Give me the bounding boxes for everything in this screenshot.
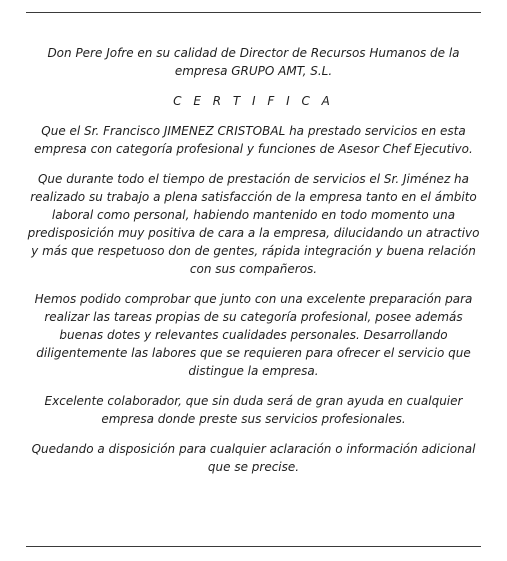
paragraph-line: buenas dotes y relevantes cualidades personales. Desarrollando	[59, 328, 448, 342]
heading-text: C E R T I F I C A	[173, 94, 334, 108]
paragraph-line: realizar las tareas propias de su categoría profesional, posee además	[44, 310, 463, 324]
paragraph-line: distingue la empresa.	[188, 364, 319, 378]
qualities-paragraph	[26, 290, 481, 380]
paragraph-line: Quedando a disposición para cualquier aclaración o información adicional	[31, 442, 476, 456]
certificate-body	[26, 44, 481, 488]
paragraph-line: empresa con categoría profesional y funciones de Asesor Chef Ejecutivo.	[34, 142, 473, 156]
paragraph-line: realizado su trabajo a plena satisfacción de la empresa tanto en el ámbito	[30, 190, 477, 204]
intro-paragraph	[26, 44, 481, 80]
paragraph-line: diligentemente las labores que se requieren para ofrecer el servicio que	[36, 346, 471, 360]
paragraph-line: empresa donde preste sus servicios profesionales.	[101, 412, 406, 426]
paragraph-line: Excelente colaborador, que sin duda será de gran ayuda en cualquier	[44, 394, 463, 408]
certifica-heading	[26, 92, 481, 110]
paragraph-line: laboral como personal, habiendo mantenido en todo momento una	[51, 208, 456, 222]
paragraph-line: Que durante todo el tiempo de prestación de servicios el Sr. Jiménez ha	[37, 172, 470, 186]
paragraph-line: predisposición muy positiva de cara a la empresa, dilucidando un atractivo	[27, 226, 480, 240]
paragraph-line: Hemos podido comprobar que junto con una excelente preparación para	[34, 292, 473, 306]
paragraph-line: con sus compañeros.	[189, 262, 318, 276]
performance-paragraph	[26, 170, 481, 278]
bottom-divider	[26, 546, 481, 547]
top-divider	[26, 12, 481, 13]
collaborator-paragraph	[26, 392, 481, 428]
paragraph-line: Que el Sr. Francisco JIMENEZ CRISTOBAL ha prestado servicios en esta	[41, 124, 466, 138]
closing-paragraph	[26, 440, 481, 476]
paragraph-line: que se precise.	[207, 460, 300, 474]
intro-line: empresa GRUPO AMT, S.L.	[174, 64, 333, 78]
service-paragraph	[26, 122, 481, 158]
paragraph-line: y más que respetuoso don de gentes, rápida integración y buena relación	[31, 244, 476, 258]
intro-line: Don Pere Jofre en su calidad de Director de Recursos Humanos de la	[47, 46, 460, 60]
